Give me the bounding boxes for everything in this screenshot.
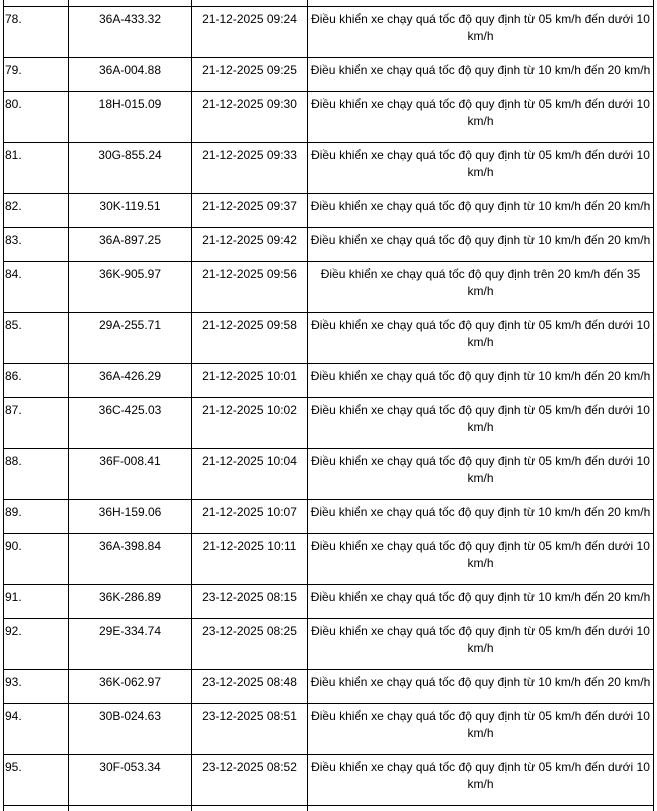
violation-description-cell: Điều khiển xe chạy quá tốc độ quy định trên 20 km/h đến 35 km/h xyxy=(308,262,654,313)
table-row xyxy=(4,194,654,228)
partial-row xyxy=(4,806,654,811)
partial-cell xyxy=(308,806,654,811)
violation-description-cell: Điều khiển xe chạy quá tốc độ quy định từ 05 km/h đến dưới 10 km/h xyxy=(308,7,654,58)
license-plate-cell: 30B-024.63 xyxy=(69,704,192,755)
table-row xyxy=(4,449,654,500)
row-number-cell: 89. xyxy=(4,500,69,534)
table-bottom-partial-row xyxy=(4,806,654,811)
violation-time-cell: 21-12-2025 09:58 xyxy=(192,313,308,364)
table-row xyxy=(4,704,654,755)
violation-description-cell: Điều khiển xe chạy quá tốc độ quy định từ 05 km/h đến dưới 10 km/h xyxy=(308,398,654,449)
violation-time-cell: 23-12-2025 08:25 xyxy=(192,619,308,670)
violation-description-cell: Điều khiển xe chạy quá tốc độ quy định từ 05 km/h đến dưới 10 km/h xyxy=(308,619,654,670)
license-plate-cell: 30F-053.34 xyxy=(69,755,192,806)
violation-time-cell: 21-12-2025 09:25 xyxy=(192,58,308,92)
license-plate-cell: 36K-062.97 xyxy=(69,670,192,704)
violation-description-cell: Điều khiển xe chạy quá tốc độ quy định từ 05 km/h đến dưới 10 km/h xyxy=(308,704,654,755)
license-plate-cell: 18H-015.09 xyxy=(69,92,192,143)
violation-time-cell: 21-12-2025 09:56 xyxy=(192,262,308,313)
table-row xyxy=(4,92,654,143)
violations-table xyxy=(3,0,654,811)
row-number-cell: 85. xyxy=(4,313,69,364)
violation-time-cell: 23-12-2025 08:48 xyxy=(192,670,308,704)
violation-description-cell: Điều khiển xe chạy quá tốc độ quy định từ 10 km/h đến 20 km/h xyxy=(308,585,654,619)
violation-time-cell: 23-12-2025 08:15 xyxy=(192,585,308,619)
row-number-cell: 81. xyxy=(4,143,69,194)
violation-time-cell: 21-12-2025 09:33 xyxy=(192,143,308,194)
violation-description-cell: Điều khiển xe chạy quá tốc độ quy định từ 10 km/h đến 20 km/h xyxy=(308,364,654,398)
row-number-cell: 86. xyxy=(4,364,69,398)
license-plate-cell: 36A-433.32 xyxy=(69,7,192,58)
row-number-cell: 79. xyxy=(4,58,69,92)
table-row xyxy=(4,585,654,619)
row-number-cell: 93. xyxy=(4,670,69,704)
table-row xyxy=(4,262,654,313)
violation-description-cell: Điều khiển xe chạy quá tốc độ quy định từ 05 km/h đến dưới 10 km/h xyxy=(308,534,654,585)
license-plate-cell: 36A-426.29 xyxy=(69,364,192,398)
row-number-cell: 82. xyxy=(4,194,69,228)
violation-table-body xyxy=(4,7,654,806)
table-row xyxy=(4,755,654,806)
violation-time-cell: 21-12-2025 10:11 xyxy=(192,534,308,585)
violation-time-cell: 23-12-2025 08:52 xyxy=(192,755,308,806)
row-number-cell: 83. xyxy=(4,228,69,262)
table-row xyxy=(4,500,654,534)
table-row xyxy=(4,534,654,585)
violation-description-cell: Điều khiển xe chạy quá tốc độ quy định từ 10 km/h đến 20 km/h xyxy=(308,670,654,704)
violation-time-cell: 21-12-2025 10:04 xyxy=(192,449,308,500)
row-number-cell: 92. xyxy=(4,619,69,670)
violation-time-cell: 21-12-2025 09:30 xyxy=(192,92,308,143)
violation-description-cell: Điều khiển xe chạy quá tốc độ quy định từ 05 km/h đến dưới 10 km/h xyxy=(308,313,654,364)
table-row xyxy=(4,398,654,449)
license-plate-cell: 29E-334.74 xyxy=(69,619,192,670)
row-number-cell: 84. xyxy=(4,262,69,313)
table-row xyxy=(4,7,654,58)
table-row xyxy=(4,58,654,92)
table-row xyxy=(4,143,654,194)
license-plate-cell: 30G-855.24 xyxy=(69,143,192,194)
license-plate-cell: 29A-255.71 xyxy=(69,313,192,364)
table-row xyxy=(4,364,654,398)
violation-time-cell: 21-12-2025 10:01 xyxy=(192,364,308,398)
violation-time-cell: 23-12-2025 08:51 xyxy=(192,704,308,755)
violation-description-cell: Điều khiển xe chạy quá tốc độ quy định từ 10 km/h đến 20 km/h xyxy=(308,500,654,534)
violation-description-cell: Điều khiển xe chạy quá tốc độ quy định từ 05 km/h đến dưới 10 km/h xyxy=(308,755,654,806)
violation-description-cell: Điều khiển xe chạy quá tốc độ quy định từ 10 km/h đến 20 km/h xyxy=(308,228,654,262)
violation-time-cell: 21-12-2025 10:02 xyxy=(192,398,308,449)
license-plate-cell: 36A-897.25 xyxy=(69,228,192,262)
license-plate-cell: 36K-286.89 xyxy=(69,585,192,619)
table-row xyxy=(4,619,654,670)
partial-cell xyxy=(192,806,308,811)
table-row xyxy=(4,313,654,364)
partial-cell xyxy=(4,806,69,811)
table-row xyxy=(4,228,654,262)
violation-time-cell: 21-12-2025 09:24 xyxy=(192,7,308,58)
license-plate-cell: 36A-398.84 xyxy=(69,534,192,585)
violation-description-cell: Điều khiển xe chạy quá tốc độ quy định từ 05 km/h đến dưới 10 km/h xyxy=(308,143,654,194)
license-plate-cell: 36F-008.41 xyxy=(69,449,192,500)
violation-time-cell: 21-12-2025 09:42 xyxy=(192,228,308,262)
license-plate-cell: 36K-905.97 xyxy=(69,262,192,313)
partial-cell xyxy=(69,806,192,811)
license-plate-cell: 36A-004.88 xyxy=(69,58,192,92)
violation-time-cell: 21-12-2025 10:07 xyxy=(192,500,308,534)
violation-description-cell: Điều khiển xe chạy quá tốc độ quy định từ 05 km/h đến dưới 10 km/h xyxy=(308,92,654,143)
row-number-cell: 94. xyxy=(4,704,69,755)
violation-description-cell: Điều khiển xe chạy quá tốc độ quy định từ 10 km/h đến 20 km/h xyxy=(308,58,654,92)
violation-description-cell: Điều khiển xe chạy quá tốc độ quy định từ 10 km/h đến 20 km/h xyxy=(308,194,654,228)
row-number-cell: 78. xyxy=(4,7,69,58)
table-row xyxy=(4,670,654,704)
row-number-cell: 87. xyxy=(4,398,69,449)
row-number-cell: 90. xyxy=(4,534,69,585)
license-plate-cell: 30K-119.51 xyxy=(69,194,192,228)
violation-description-cell: Điều khiển xe chạy quá tốc độ quy định từ 05 km/h đến dưới 10 km/h xyxy=(308,449,654,500)
license-plate-cell: 36C-425.03 xyxy=(69,398,192,449)
license-plate-cell: 36H-159.06 xyxy=(69,500,192,534)
row-number-cell: 88. xyxy=(4,449,69,500)
row-number-cell: 80. xyxy=(4,92,69,143)
row-number-cell: 95. xyxy=(4,755,69,806)
row-number-cell: 91. xyxy=(4,585,69,619)
violation-time-cell: 21-12-2025 09:37 xyxy=(192,194,308,228)
